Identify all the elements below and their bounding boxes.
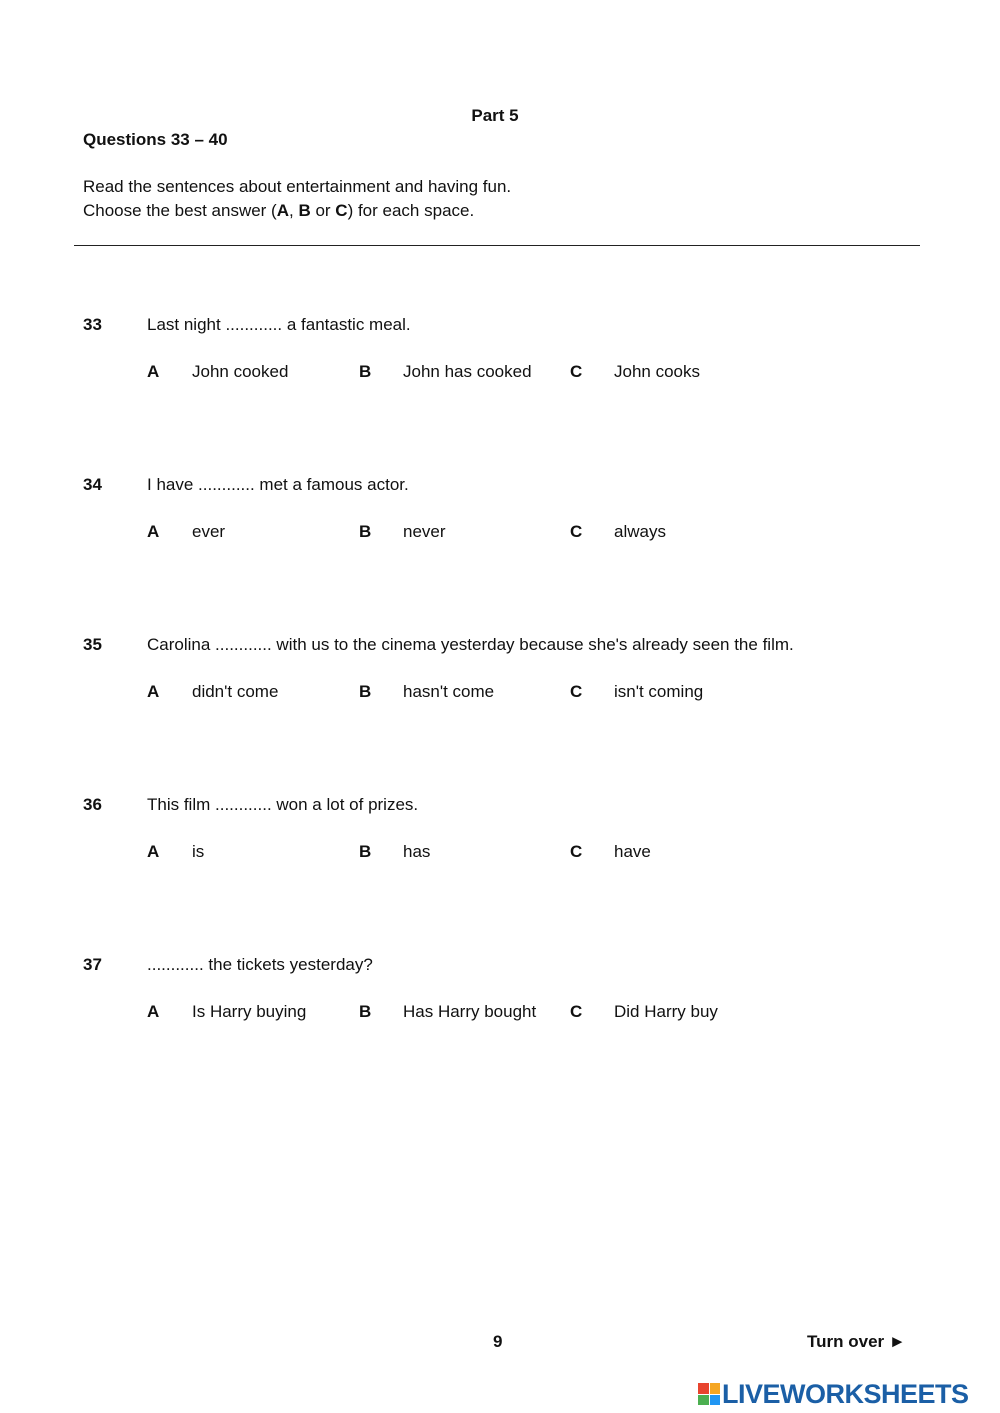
divider	[74, 245, 920, 246]
option-letter-c: C	[570, 362, 583, 381]
option-c[interactable]: have	[614, 842, 651, 861]
question-number: 36	[83, 795, 102, 814]
option-c[interactable]: always	[614, 522, 666, 541]
option-letter-b: B	[359, 1002, 372, 1021]
option-letter-a: A	[147, 842, 160, 861]
option-c[interactable]: isn't coming	[614, 682, 704, 701]
question-text: This film ............ won a lot of prizes.	[147, 795, 419, 814]
option-b[interactable]: John has cooked	[403, 362, 532, 381]
question-number: 37	[83, 955, 102, 974]
option-letter-c: C	[570, 682, 583, 701]
option-b[interactable]: has	[403, 842, 431, 861]
option-b[interactable]: Has Harry bought	[403, 1002, 537, 1021]
instruction-line-1: Read the sentences about entertainment and having fun.	[83, 177, 512, 196]
option-a[interactable]: is	[192, 842, 205, 861]
questions-range: Questions 33 – 40	[83, 130, 228, 149]
instruction-text: Choose the best answer (	[83, 201, 277, 220]
option-letter-a: A	[147, 1002, 160, 1021]
instruction-letter-c: C	[335, 201, 348, 220]
question-number: 34	[83, 475, 102, 494]
logo-square-icon	[710, 1395, 721, 1406]
option-letter-b: B	[359, 842, 372, 861]
logo-square-icon	[710, 1383, 721, 1394]
option-letter-b: B	[359, 522, 372, 541]
option-b[interactable]: hasn't come	[403, 682, 495, 701]
option-b[interactable]: never	[403, 522, 446, 541]
question-text: I have ............ met a famous actor.	[147, 475, 409, 494]
option-letter-a: A	[147, 362, 160, 381]
question-text: Last night ............ a fantastic meal.	[147, 315, 411, 334]
option-letter-c: C	[570, 1002, 583, 1021]
instruction-line-2	[83, 201, 474, 221]
option-letter-a: A	[147, 682, 160, 701]
instruction-text: ,	[289, 201, 299, 220]
turn-over: Turn over ►	[807, 1332, 906, 1351]
option-letter-b: B	[359, 682, 372, 701]
instruction-text: or	[310, 201, 336, 220]
question-number: 33	[83, 315, 102, 334]
question-number: 35	[83, 635, 102, 654]
logo-text: LIVEWORKSHEETS	[722, 1378, 969, 1409]
option-a[interactable]: Is Harry buying	[192, 1002, 307, 1021]
logo-square-icon	[698, 1383, 709, 1394]
option-a[interactable]: John cooked	[192, 362, 289, 381]
option-a[interactable]: didn't come	[192, 682, 279, 701]
option-a[interactable]: ever	[192, 522, 226, 541]
instruction-letter-b: B	[298, 201, 311, 220]
instruction-text: ) for each space.	[347, 201, 475, 220]
option-letter-c: C	[570, 522, 583, 541]
liveworksheets-logo[interactable]	[698, 1378, 969, 1410]
option-c[interactable]: Did Harry buy	[614, 1002, 718, 1021]
option-letter-c: C	[570, 842, 583, 861]
option-c[interactable]: John cooks	[614, 362, 700, 381]
part-title: Part 5	[471, 106, 519, 125]
instruction-letter-a: A	[276, 201, 289, 220]
option-letter-b: B	[359, 362, 372, 381]
page-number: 9	[493, 1332, 503, 1351]
option-letter-a: A	[147, 522, 160, 541]
logo-mark-icon	[698, 1383, 720, 1405]
logo-square-icon	[698, 1395, 709, 1406]
question-text: ............ the tickets yesterday?	[147, 955, 373, 974]
question-text: Carolina ............ with us to the cinema yesterday because she's already seen the film.	[147, 635, 794, 654]
